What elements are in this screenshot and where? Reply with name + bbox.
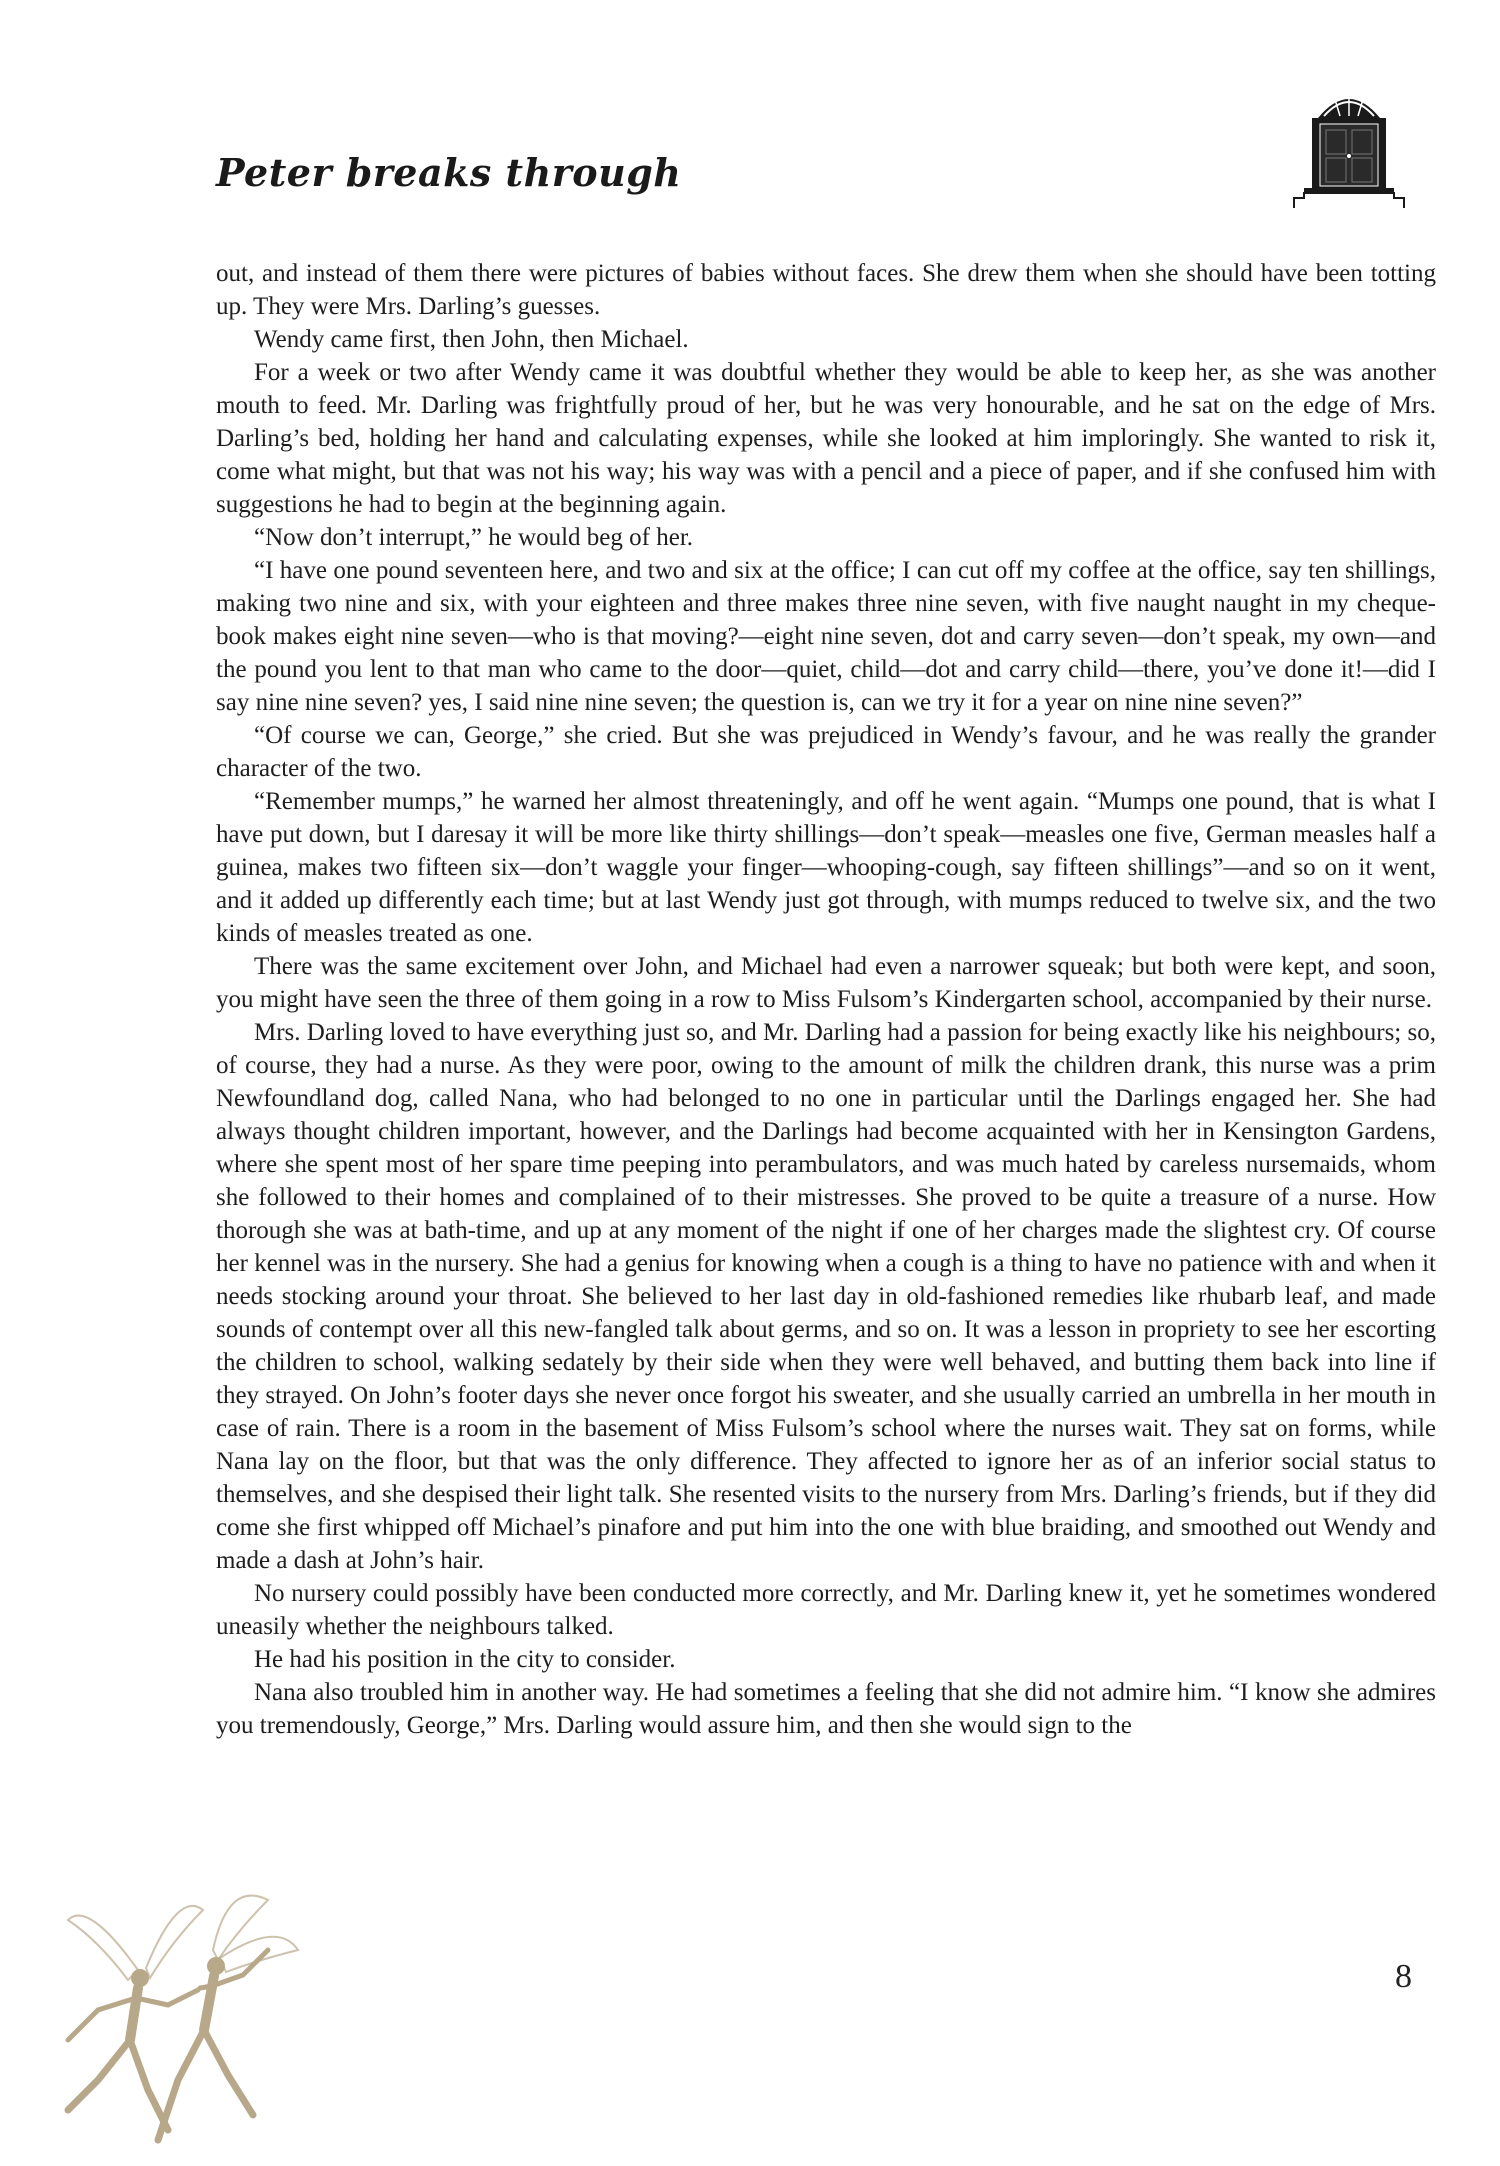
fairies-icon <box>28 1880 318 2160</box>
chapter-title: Peter breaks through <box>216 150 682 195</box>
paragraph: out, and instead of them there were pictures of babies without faces. She drew them when she should have been totting up. They were Mrs. Darling’s guesses. <box>216 260 1436 320</box>
paragraph: There was the same excitement over John, and Michael had even a narrower squeak; but both were kept, and soon, you might have seen the three of them going in a row to Miss Fulsom’s Kindergarten school, accompanied by their nurse. <box>216 953 1436 1013</box>
page-number: 8 <box>1395 1958 1412 1995</box>
paragraph: For a week or two after Wendy came it was doubtful whether they would be able to keep her, as she was another mouth to feed. Mr. Darling was frightfully proud of her, but he was very honourable, and he sat on the edge of Mrs. Darling’s bed, holding her hand and calculating expenses, while she looked at him imploringly. She wanted to risk it, come what might, but that was not his way; his way was with a pencil and a piece of paper, and if she confused him with suggestions he had to begin at the beginning again. <box>216 359 1436 518</box>
door-icon <box>1288 78 1410 210</box>
paragraph: “Remember mumps,” he warned her almost threateningly, and off he went again. “Mumps one pound, that is what I have put down, but I daresay it will be more like thirty shillings—don’t speak—measles one five, German measles half a guinea, makes two fifteen six—don’t waggle your finger—whooping-cough, say fifteen shillings”—and so on it went, and it added up differently each time; but at last Wendy just got through, with mumps reduced to twelve six, and the two kinds of measles treated as one. <box>216 788 1436 947</box>
body-text <box>216 257 1436 1742</box>
paragraph: “Now don’t interrupt,” he would beg of her. <box>254 524 694 551</box>
paragraph: No nursery could possibly have been conducted more correctly, and Mr. Darling knew it, yet he sometimes wondered uneasily whether the neighbours talked. <box>216 1580 1436 1640</box>
paragraph: “I have one pound seventeen here, and two and six at the office; I can cut off my coffee at the office, say ten shillings, making two nine and six, with your eighteen and three makes three nine seven, with five naught naught in my cheque-book makes eight nine seven—who is that moving?—eight nine seven, dot and carry seven—don’t speak, my own—and the pound you lent to that man who came to the door—quiet, child—dot and carry child—there, you’ve done it!—did I say nine nine seven? yes, I said nine nine seven; the question is, can we try it for a year on nine nine seven?” <box>216 557 1436 716</box>
paragraph: Nana also troubled him in another way. He had sometimes a feeling that she did not admire him. “I know she admires you tremendously, George,” Mrs. Darling would assure him, and then she would sign to the <box>216 1679 1436 1739</box>
paragraph: “Of course we can, George,” she cried. But she was prejudiced in Wendy’s favour, and he was really the grander character of the two. <box>216 722 1436 782</box>
paragraph: He had his position in the city to consider. <box>254 1646 676 1673</box>
paragraph: Mrs. Darling loved to have everything just so, and Mr. Darling had a passion for being exactly like his neighbours; so, of course, they had a nurse. As they were poor, owing to the amount of milk the children drank, this nurse was a prim Newfoundland dog, called Nana, who had belonged to no one in particular until the Darlings engaged her. She had always thought children important, however, and the Darlings had become acquainted with her in Kensington Gardens, where she spent most of her spare time peeping into perambulators, and was much hated by careless nursemaids, whom she followed to their homes and complained of to their mistresses. She proved to be quite a treasure of a nurse. How thorough she was at bath-time, and up at any moment of the night if one of her charges made the slightest cry. Of course her kennel was in the nursery. She had a genius for knowing when a cough is a thing to have no patience with and when it needs stocking around your throat. She believed to her last day in old-fashioned remedies like rhubarb leaf, and made sounds of contempt over all this new-fangled talk about germs, and so on. It was a lesson in propriety to see her escorting the children to school, walking sedately by their side when they were well behaved, and butting them back into line if they strayed. On John’s footer days she never once forgot his sweater, and she usually carried an umbrella in her mouth in case of rain. There is a room in the basement of Miss Fulsom’s school where the nurses wait. They sat on forms, while Nana lay on the floor, but that was the only difference. They affected to ignore her as of an inferior social status to themselves, and she despised their light talk. She resented visits to the nursery from Mrs. Darling’s friends, but if they did come she first whipped off Michael’s pinafore and put him into the one with blue braiding, and smoothed out Wendy and made a dash at John’s hair. <box>216 1019 1436 1574</box>
paragraph: Wendy came first, then John, then Michael. <box>254 326 689 353</box>
